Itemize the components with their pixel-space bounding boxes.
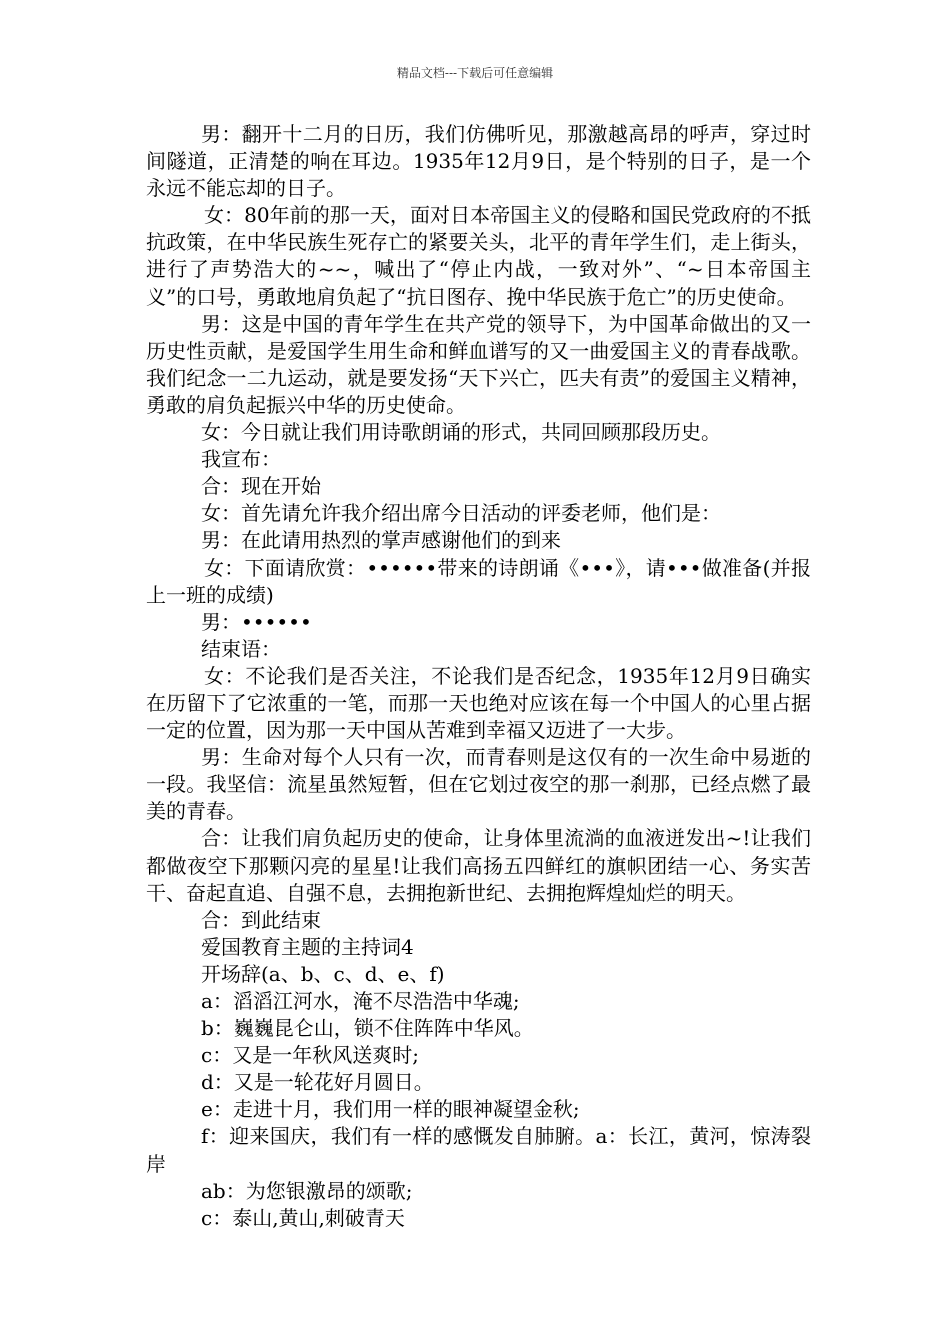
- paragraph: ab：为您银激昂的颂歌;: [201, 1178, 413, 1203]
- paragraph: c：又是一年秋风送爽时;: [201, 1043, 419, 1068]
- paragraph: d：又是一轮花好月圆日。: [201, 1070, 434, 1095]
- paragraph: 女：不论我们是否关注，不论我们是否纪念，1935年12月9日确实在历留下了它浓重的一笔，而那一天也绝对应该在每一个中国人的心里占据一定的位置，因为那一天中国从苦难到幸福又迈进了一大步。: [146, 663, 811, 743]
- paragraph: a：滔滔江河水，淹不尽浩浩中华魂;: [201, 989, 520, 1013]
- paragraph: 合：到此结束: [201, 907, 321, 932]
- paragraph: 结束语：: [201, 636, 281, 661]
- paragraph: 合：现在开始: [201, 474, 321, 499]
- paragraph: 女：首先请允许我介绍出席今日活动的评委老师，他们是：: [201, 501, 721, 526]
- paragraph: 女：80年前的那一天，面对日本帝国主义的侵略和国民党政府的不抵抗政策，在中华民族生死存亡的紧要关头，北平的青年学生们，走上街头，进行了声势浩大的~~，喊出了“停止内战，一致对外”、“~日本帝国主义”的口号，勇敢地肩负起了“抗日图存、挽中华民族于危亡”的历史使命。: [146, 203, 811, 309]
- section-title: 爱国教育主题的主持词4: [201, 934, 414, 959]
- paragraph: f：迎来国庆，我们有一样的感慨发自肺腑。a：长江，黄河，惊涛裂岸: [146, 1124, 811, 1176]
- document-body: [146, 121, 811, 1232]
- paragraph: 女：今日就让我们用诗歌朗诵的形式，共同回顾那段历史。: [201, 420, 721, 445]
- paragraph: 男：在此请用热烈的掌声感谢他们的到来: [201, 528, 561, 553]
- paragraph: b：巍巍昆仑山，锁不住阵阵中华风。: [201, 1016, 534, 1041]
- paragraph: 开场辞(a、b、c、d、e、f): [201, 961, 445, 986]
- paragraph: 男：生命对每个人只有一次，而青春则是这仅有的一次生命中易逝的一段。我坚信：流星虽然短暂，但在它划过夜空的那一刹那，已经点燃了最美的青春。: [146, 745, 811, 824]
- paragraph: e：走进十月，我们用一样的眼神凝望金秋;: [201, 1097, 580, 1122]
- paragraph: 合：让我们肩负起历史的使命，让身体里流淌的血液迸发出~!让我们都做夜空下那颗闪亮的星星!让我们高扬五四鲜红的旗帜团结一心、务实苦干、奋起直追、自强不息，去拥抱新世纪、去拥抱辉煌灿烂的明天。: [146, 826, 811, 905]
- paragraph: 男：翻开十二月的日历，我们仿佛听见，那激越高昂的呼声，穿过时间隧道，正清楚的响在耳边。1935年12月9日，是个特别的日子，是一个永远不能忘却的日子。: [146, 122, 811, 201]
- page-header: 精品文档---下载后可任意编辑: [396, 66, 554, 80]
- paragraph: 女：下面请欣赏：••••••带来的诗朗诵《•••》，请•••做准备(并报上一班的成绩): [146, 555, 811, 607]
- paragraph: 男：这是中国的青年学生在共产党的领导下，为中国革命做出的又一历史性贡献，是爱国学生用生命和鲜血谱写的又一曲爱国主义的青春战歌。我们纪念一二九运动，就是要发扬“天下兴亡，匹夫有责”的爱国主义精神，勇敢的肩负起振兴中华的历史使命。: [146, 311, 811, 417]
- paragraph: 男：••••••: [201, 609, 312, 634]
- paragraph: 我宣布：: [201, 447, 281, 472]
- paragraph: c：泰山,黄山,刺破青天: [201, 1205, 405, 1230]
